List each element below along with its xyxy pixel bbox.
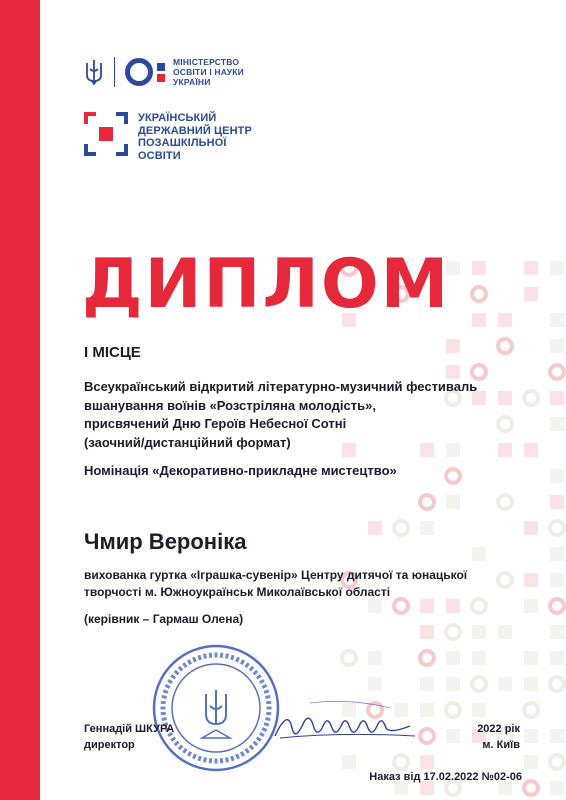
pattern-shape: [498, 625, 512, 639]
signer-name: Геннадій ШКУРА: [84, 723, 175, 735]
pattern-shape: [550, 599, 564, 613]
pattern-shape: [446, 495, 460, 509]
pattern-shape: [446, 729, 460, 743]
recipient-affiliation: вихованка гуртка «Іграшка-сувенір» Центру дитячої та юнацької творчості м. Южноукраїнськ Миколаївської області: [84, 568, 468, 599]
pattern-shape: [394, 599, 408, 613]
pattern-shape: [524, 443, 538, 457]
pattern-shape: [446, 677, 460, 691]
pattern-shape: [420, 625, 434, 639]
pattern-shape: [498, 495, 512, 509]
pattern-shape: [446, 339, 460, 353]
pattern-shape: [550, 339, 564, 353]
diploma-title: ДИПЛОМ: [82, 245, 451, 324]
nomination: Номінація «Декоративно-прикладне мистецтво»: [84, 463, 397, 478]
pattern-shape: [420, 677, 434, 691]
pattern-shape: [550, 417, 564, 431]
center-logo: [84, 112, 252, 162]
pattern-shape: [420, 495, 434, 509]
ministry-logo: [84, 57, 244, 87]
signature: [270, 698, 420, 748]
leader-name: (керівник – Гармаш Олена): [84, 612, 244, 626]
pattern-shape: [342, 755, 356, 769]
logo-divider: [114, 57, 115, 87]
pattern-shape: [420, 651, 434, 665]
pattern-shape: [550, 365, 564, 379]
red-side-bar: [0, 0, 40, 800]
pattern-shape: [368, 521, 382, 535]
pattern-shape: [550, 755, 564, 769]
pattern-shape: [472, 651, 486, 665]
order-number: Наказ від 17.02.2022 №02-06: [369, 771, 522, 783]
pattern-shape: [420, 729, 434, 743]
pattern-shape: [524, 677, 538, 691]
pattern-shape: [524, 599, 538, 613]
center-mark-icon: [84, 112, 128, 156]
pattern-shape: [550, 521, 564, 535]
place-award: І МІСЦЕ: [84, 344, 141, 361]
pattern-shape: [524, 703, 538, 717]
pattern-shape: [550, 651, 564, 665]
pattern-shape: [550, 261, 564, 275]
signer-role: директор: [84, 739, 135, 751]
pattern-shape: [550, 625, 564, 639]
pattern-shape: [524, 287, 538, 301]
pattern-shape: [550, 547, 564, 561]
pattern-shape: [524, 651, 538, 665]
recipient-name: Чмир Вероніка: [84, 529, 247, 554]
official-stamp: [150, 642, 282, 774]
pattern-shape: [420, 781, 434, 795]
pattern-shape: [550, 573, 564, 587]
trident-icon: [84, 59, 104, 85]
center-name: УКРАЇНСЬКИЙ ДЕРЖАВНИЙ ЦЕНТР ПОЗАШКІЛЬНОЇ ОСВІТИ: [138, 112, 252, 162]
festival-description: Всеукраїнський відкритий літературно-музичний фестиваль вшанування воїнів «Розстріляна молодість», присвячений Дню Героїв Небесної Сотні (заочний/дистанційний формат): [84, 379, 478, 450]
pattern-shape: [550, 677, 564, 691]
pattern-shape: [394, 781, 408, 795]
pattern-shape: [420, 599, 434, 613]
pattern-shape: [524, 521, 538, 535]
pattern-shape: [420, 703, 434, 717]
pattern-shape: [368, 677, 382, 691]
pattern-shape: [524, 391, 538, 405]
pattern-shape: [524, 781, 538, 795]
pattern-shape: [394, 521, 408, 535]
pattern-shape: [446, 599, 460, 613]
ministry-name: МІНІСТЕРСТВО ОСВІТИ І НАУКИ УКРАЇНИ: [173, 57, 244, 87]
pattern-shape: [446, 703, 460, 717]
pattern-shape: [550, 495, 564, 509]
pattern-shape: [472, 365, 486, 379]
pattern-shape: [472, 625, 486, 639]
pattern-shape: [524, 729, 538, 743]
pattern-shape: [420, 755, 434, 769]
pattern-shape: [550, 313, 564, 327]
pattern-shape: [446, 651, 460, 665]
pattern-shape: [550, 781, 564, 795]
pattern-shape: [368, 599, 382, 613]
pattern-shape: [472, 703, 486, 717]
pattern-shape: [368, 651, 382, 665]
pattern-shape: [524, 261, 538, 275]
pattern-shape: [550, 469, 564, 483]
pattern-shape: [498, 677, 512, 691]
pattern-shape: [394, 755, 408, 769]
pattern-shape: [498, 313, 512, 327]
issue-year: 2022 рік: [477, 723, 520, 735]
pattern-shape: [550, 391, 564, 405]
pattern-shape: [446, 365, 460, 379]
pattern-shape: [472, 599, 486, 613]
signer: [84, 721, 174, 753]
pattern-shape: [342, 651, 356, 665]
pattern-shape: [446, 781, 460, 795]
pattern-shape: [550, 729, 564, 743]
issue-city: м. Київ: [482, 739, 520, 751]
pattern-shape: [472, 547, 486, 561]
pattern-shape: [446, 469, 460, 483]
pattern-shape: [472, 261, 486, 275]
pattern-shape: [524, 755, 538, 769]
issue-place-date: [477, 721, 520, 753]
pattern-shape: [472, 677, 486, 691]
ministry-mark-icon: [125, 58, 165, 86]
pattern-shape: [472, 287, 486, 301]
pattern-shape: [420, 521, 434, 535]
pattern-shape: [498, 781, 512, 795]
pattern-shape: [472, 313, 486, 327]
pattern-shape: [446, 625, 460, 639]
pattern-shape: [498, 339, 512, 353]
